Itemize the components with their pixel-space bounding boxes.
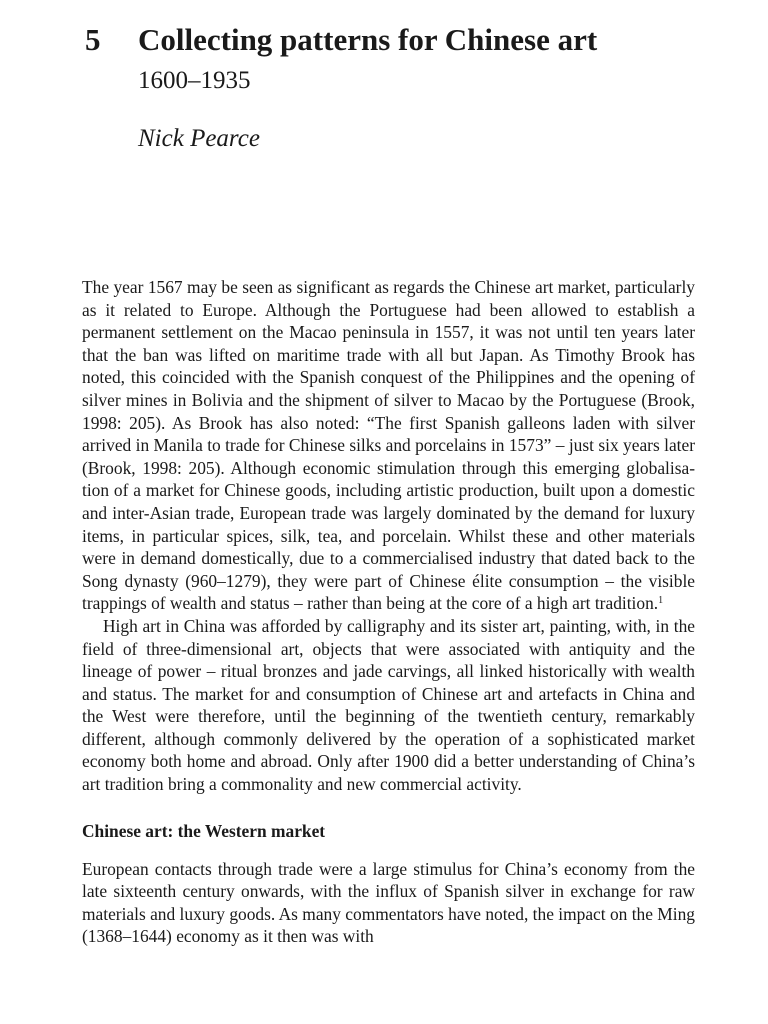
section-heading: Chinese art: the Western market xyxy=(82,820,326,841)
chapter-title: Collecting patterns for Chinese art xyxy=(138,22,598,57)
footnote-marker: 1 xyxy=(658,595,664,607)
chapter-author: Nick Pearce xyxy=(138,125,260,152)
body-text xyxy=(82,276,695,948)
paragraph-1 xyxy=(82,276,695,615)
chapter-number: 5 xyxy=(85,22,101,57)
section-paragraph: European contacts through trade were a large stimulus for China’s economy from the late sixteenth century onwards, with the influx of Spanish silver in exchange for raw materials and luxury goods. As many commentators have noted, the impact on the Ming (1368–1644) economy as it then was with xyxy=(82,858,695,947)
paragraph-2: High art in China was afforded by calligraphy and its sister art, painting, with, in the field of three-dimensional art, objects that were associated with antiquity and the lineage of power – ritual bronzes and jade carvings, all linked historically with wealth and status. The market for and consumption of Chinese art and artefacts in China and the West were therefore, until the beginning of the twentieth century, remarkably different, although commonly delivered by the operation of a sophisticated market economy both home and abroad. Only after 1900 did a better understanding of China’s art tradition bring a commonality and new commercial activity. xyxy=(82,615,695,795)
chapter-subtitle: 1600–1935 xyxy=(138,67,251,94)
paragraph-1-text: The year 1567 may be seen as significant as regards the Chinese art market, particularly as it related to Europe. Although the Portuguese had been allowed to establish a permanent settlement on the Macao peninsula in 1557, it was not until ten years later that the ban was lifted on maritime trade with all but Japan. As Timothy Brook has noted, this coincided with the Spanish conquest of the Philippines and the opening of silver mines in Bolivia and the shipment of silver to Macao by the Portuguese (Brook, 1998: 205). As Brook has also noted: “The first Spanish galleons laden with silver arrived in Manila to trade for Chinese silks and porcelains in 1573” – just six years later (Brook, 1998: 205). Although economic stimulation through this emerging globalisation of a market for Chinese goods, including artistic production, built upon a domestic and inter-Asian trade, European trade was largely dominated by the demand for luxury items, in particular spices, silk, tea, and porcelain. Whilst these and other materials were in demand domestically, due to a commercialised industry that dated back to the Song dynasty (960–1279), they were part of Chinese élite consumption – the visible trappings of wealth and status – rather than being at the core of a high art tradition. xyxy=(82,277,695,614)
